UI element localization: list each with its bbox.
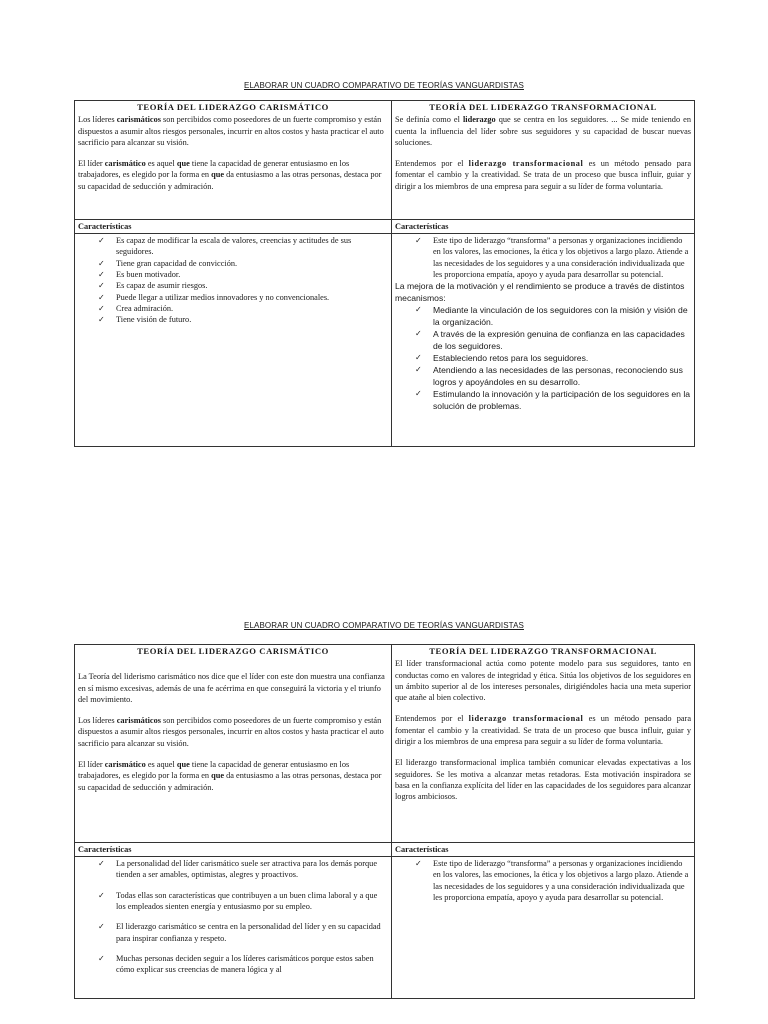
list-item: ✓ A través de la expresión genuina de confianza en las capacidades de los seguidores. xyxy=(415,328,691,352)
charismatic-paragraph-0: La Teoría del liderismo carismático nos dice que el líder con este don muestra una confianza en sí mismo excesivas, además de una fe acérrima en que conseguirá la victoria y el triunfo del movimiento. xyxy=(78,672,385,704)
charismatic-features-list xyxy=(78,858,388,975)
header-transformational: TEORÍA DEL LIDERAZGO TRANSFORMACIONAL xyxy=(392,645,695,658)
header-transformational: TEORÍA DEL LIDERAZGO TRANSFORMACIONAL xyxy=(392,101,695,114)
mechanisms-block xyxy=(395,280,691,412)
list-item: ✓ Mediante la vinculación de los seguidores con la misión y visión de la organización. xyxy=(415,304,691,328)
charismatic-paragraph-2: El líder carismático es aquel que tiene la capacidad de generar entusiasmo en los trabajadores, es elegido por la forma en que da entusiasmo a las otras personas, destaca por su capacidad de seducción y admiración. xyxy=(78,159,382,191)
list-item: ✓ Estableciendo retos para los seguidores. xyxy=(415,352,691,364)
transformational-description xyxy=(392,113,695,219)
comparison-table-2 xyxy=(74,644,695,999)
list-item: ✓ Atendiendo a las necesidades de las personas, reconociendo sus logros y apoyándoles en su desarrollo. xyxy=(415,364,691,388)
charismatic-paragraph-2: El líder carismático es aquel que tiene la capacidad de generar entusiasmo en los trabajadores, es elegido por la forma en que da entusiasmo a las otras personas, destaca por su capacidad de seducción y admiración. xyxy=(78,760,382,792)
charismatic-features-list xyxy=(78,235,388,325)
list-item: ✓ Es capaz de asumir riesgos. xyxy=(98,280,388,291)
list-item: ✓ Todas ellas son características que contribuyen a un buen clima laboral y a que los empleados sienten energía y entusiasmo por su empleo. xyxy=(98,890,388,913)
list-item: ✓ Estimulando la innovación y la participación de los seguidores en la solución de problemas. xyxy=(415,388,691,412)
list-item: ✓ Puede llegar a utilizar medios innovadores y no convencionales. xyxy=(98,292,388,303)
transformational-description xyxy=(392,657,695,842)
transformational-paragraph-3: El liderazgo transformacional implica también comunicar elevadas expectativas a los seguidores. Se les motiva a alcanzar metas retadoras. Esta motivación inspiradora se basa en la confianza explícita del líder en las capacidades de los seguidores para alcanzar logros ambiciosos. xyxy=(395,758,691,802)
list-item: ✓ La personalidad del líder carismático suele ser atractiva para los demás porque tienden a ser amables, optimistas, alegres y proactivos. xyxy=(98,858,388,881)
list-item: ✓ Muchas personas deciden seguir a los líderes carismáticos porque estos saben cómo explicar sus creencias de manera lógica y al xyxy=(98,953,388,976)
charismatic-features-label: Características xyxy=(75,219,392,233)
transformational-features-list xyxy=(395,858,691,903)
charismatic-description xyxy=(75,113,392,219)
transformational-paragraph-2: Entendemos por el liderazgo transformacional es un método pensado para fomentar el cambio y la creatividad. Se trata de un proceso que busca influir, guiar y dirigir a los miembros de una empresa para seguir a su líder de forma voluntaria. xyxy=(395,159,691,191)
charismatic-features-label: Características xyxy=(75,842,392,856)
transformational-paragraph-0: El líder transformacional actúa como potente modelo para sus seguidores, tanto en conductas como en valores de integridad y ética. Sitúa los objetivos de los seguidores en un ámbito superior al de los intereses personales, dirigiéndoles hacia una meta superior que atañe al bien colectivo. xyxy=(395,659,691,703)
transformational-features-label: Características xyxy=(392,842,695,856)
mechanisms-list xyxy=(395,304,691,412)
list-item: ✓ Este tipo de liderazgo “transforma” a personas y organizaciones incidiendo en los valores, las emociones, la ética y los objetivos a largo plazo. Atiende a las necesidades de los seguidores y a una consideración individualizada que les proporciona empatía, apoyo y ayuda para desarrollar su potencial. xyxy=(415,235,691,280)
transformational-features xyxy=(392,857,695,999)
list-item: ✓ Este tipo de liderazgo “transforma” a personas y organizaciones incidiendo en los valores, las emociones, la ética y los objetivos a largo plazo. Atiende a las necesidades de los seguidores y a una consideración individualizada que les proporciona empatía, apoyo y ayuda para desarrollar su potencial. xyxy=(415,858,691,903)
header-charismatic: TEORÍA DEL LIDERAZGO CARISMÁTICO xyxy=(75,645,392,658)
list-item: ✓ El liderazgo carismático se centra en la personalidad del líder y en su capacidad para inspirar confianza y respeto. xyxy=(98,921,388,944)
list-item: ✓ Tiene visión de futuro. xyxy=(98,314,388,325)
comparison-table-1 xyxy=(74,100,695,447)
section-1-title: ELABORAR UN CUADRO COMPARATIVO DE TEORÍAS VANGUARDISTAS xyxy=(244,81,524,90)
charismatic-paragraph-1: Los líderes carismáticos son percibidos como poseedores de un fuerte compromiso y están dispuestos a asumir altos riesgos personales, incurrir en altos costos y hasta practicar el auto sacrificio para alcanzar su visión. xyxy=(78,115,384,147)
transformational-features-list xyxy=(395,235,691,280)
section-2-title: ELABORAR UN CUADRO COMPARATIVO DE TEORÍAS VANGUARDISTAS xyxy=(244,621,524,630)
charismatic-paragraph-1: Los líderes carismáticos son percibidos como poseedores de un fuerte compromiso y están dispuestos a asumir altos riesgos personales, incurrir en altos costos y hasta practicar el auto sacrificio para alcanzar su visión. xyxy=(78,716,384,748)
list-item: ✓ Tiene gran capacidad de convicción. xyxy=(98,258,388,269)
transformational-features-label: Características xyxy=(392,219,695,233)
list-item: ✓ Crea admiración. xyxy=(98,303,388,314)
transformational-paragraph-2: Entendemos por el liderazgo transformacional es un método pensado para fomentar el cambio y la creatividad. Se trata de un proceso que busca influir, guiar y dirigir a los miembros de una empresa para seguir a su líder de forma voluntaria. xyxy=(395,714,691,747)
charismatic-features xyxy=(75,857,392,999)
charismatic-features xyxy=(75,234,392,447)
list-item: ✓ Es capaz de modificar la escala de valores, creencias y actitudes de sus seguidores. xyxy=(98,235,388,258)
header-charismatic: TEORÍA DEL LIDERAZGO CARISMÁTICO xyxy=(75,101,392,114)
mechanisms-intro: La mejora de la motivación y el rendimiento se produce a través de distintos mecanismos: xyxy=(395,281,685,304)
transformational-features xyxy=(392,234,695,447)
charismatic-description xyxy=(75,657,392,842)
list-item: ✓ Es buen motivador. xyxy=(98,269,388,280)
transformational-paragraph-1: Se definía como el liderazgo que se centra en los seguidores. ... Se mide teniendo en cuenta la influencia del líder sobre sus seguidores y su capacidad de buscar nuevas soluciones. xyxy=(395,115,691,147)
